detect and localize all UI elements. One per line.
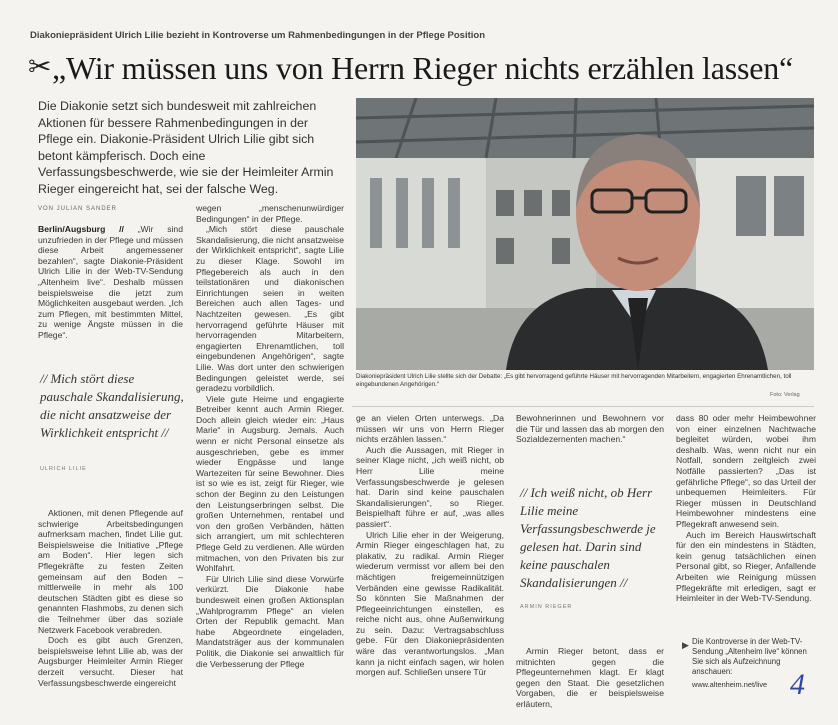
col1-p2: Aktionen, mit denen Pflegende auf schwierige Arbeitsbedingungen aufmerksam machen, findet Lilie gut. Beispielsweise die Initiative „Pflege am Boden“. Hier legen sich Pflegekräfte zu festen Zeiten gemeinsam auf den Boden – mittlerweile in mehr als 100 deutschen Städten gibt es diese so genannten Flashmobs, zu denen sich die Teilnehmer über das soziale Netzwerk Facebook verabreden. xyxy=(38,508,183,635)
col1-p1: „Wir sind unzufrieden in der Pflege und müssen diese Arbeit angemessener bezahlen“, sagte Diakonie-Präsident Ulrich Lilie in der Web-TV-Sendung „Altenheim live“. Deshalb müssen beispielsweise die jetzt zum Möglichkeiten ausgebaut werden. „Ich zum Pflegen, mit bestimmten Mittel, zu wenige Ängste müssen in die Pflege“. xyxy=(38,224,183,340)
portrait-photo xyxy=(356,98,814,370)
pull-quote-attribution: ULRICH LILIE xyxy=(40,466,87,472)
article-column-4-continued xyxy=(516,646,664,721)
col2-p1: wegen „menschenunwürdiger Bedingungen“ in der Pflege. xyxy=(196,203,344,224)
info-box-text: Die Kontroverse in der Web-TV-Sendung „Altenheim live“ können Sie sich als Aufzeichnung anschauen: xyxy=(692,637,807,676)
col4-p2: Armin Rieger betont, dass er mitnichten gegen die Pflegeunternehmen klagt. Er klagt gegen den Staat. Die gesetzlichen Vorgaben, die er beispielsweise erläutern, xyxy=(516,646,664,709)
col4-p1: Bewohnerinnen und Bewohnern vor die Tür und lassen das ab morgen den Sozialdezernenten machen.“ xyxy=(516,413,664,445)
tv-icon: ▶ xyxy=(682,640,689,650)
col2-p4: Für Ulrich Lilie sind diese Vorwürfe verkürzt. Die Diakonie habe bundesweit einen großen Aktionsplan „Wahlprogramm Pflege“ an vielen Orten der Republik gemacht. Man habe Abgeordnete eingeladen, Mandatsträger aus der kommunalen Politik, die Diakonie sei anwaltlich für die Verbesserung der Pflege xyxy=(196,573,344,669)
kicker: Diakoniepräsident Ulrich Lilie bezieht in Kontroverse um Rahmenbedingungen in der Pflege Position xyxy=(30,30,486,41)
photo-credit: Foto: Verlag xyxy=(770,392,800,398)
pull-quote-attribution-rieger: ARMIN RIEGER xyxy=(520,604,573,610)
dateline: Berlin/Augsburg // xyxy=(38,224,124,234)
col5-p2: Auch im Bereich Hauswirtschaft für den ein mindestens in Städten, kein genug tatsächlichen einen Personal gibt, so Rieger, Anfallende Arbeiten wie Reinigung müssen Pflegekräfte mit erledigen, sagt er Heimleiter in der Web-TV-Sendung. xyxy=(676,529,816,604)
col3-p2: Auch die Aussagen, mit Rieger in seiner Klage nicht, „ich weiß nicht, ob Herr Lilie meine Verfassungsbeschwerde je gelesen hat. Darin sind keine pauschalen Skandalisierungen“, so Rieger. Beispielhaft führe er auf, „was alles passiert“. xyxy=(356,444,504,529)
article-column-3 xyxy=(356,413,504,721)
col2-p2: „Mich stört diese pauschale Skandalisierung, die nicht ansatzweise der Wirklichkeit entspricht“, sagte Lilie zu dieser Klage. Sowohl im Pflegebereich als auch in den teilstationären und diakonischen Einrichtungen seien in weiten Bereichen auch allen Tages- und Nachtzeiten gewesen. „Es gibt hervorragend geführte Häuser mit hervorragenden Mitarbeitern, engagierten Ehrenamtlichen, toll eingebundenen Angehörigen“, sagte Lilie. Was dort unter den schwierigen Bedingungen geleistet werde, sei geradezu vorbildlich. xyxy=(196,224,344,394)
divider xyxy=(352,406,814,407)
col3-p3: Ulrich Lilie eher in der Weigerung, Armin Rieger eingeschlagen hat, zu plakativ, zu radikal. Armin Rieger wiederum vermisst vor allem bei den mächtigen freigemeinnützigen Verbänden eine gewisse Radikalität. So könnten Sie Maßnahmen der Pflegeeinrichtungen einstellen, es reiche nicht aus, ohne Außenwirkung zu sein. Dazu: Vertragsabschluss gebe. Für den Diakoniepräsidenten wäre das verantwortungslos. „Man kann ja nicht einfach sagen, wir holen morgen auf. Schließen unsere Tür xyxy=(356,529,504,678)
article-column-1 xyxy=(38,224,183,341)
article-column-4 xyxy=(516,413,664,445)
pull-quote-rieger: // Ich weiß nicht, ob Herr Lilie meine Verfassungsbeschwerde je gelesen hat. Darin sind keine pauschalen Skandalisierungen // xyxy=(520,485,656,590)
col2-p3: Viele gute Heime und engagierte Betreiber kennt auch Armin Rieger. Doch allein gleich wieder ein: „Haus Marie“ in Augsburg. Jemals. Auch wenn er nicht Personal einsetze als ausgeschrieben, gebe es immer wieder Engpässe und lange Wartezeiten für seine Bewohner. Dies ist so wie es ist, zeigt für Rieger, wie schon der Beginn zu den Leistungen den Leistungserbringen selbst. Die großen Unternehmen, rentabel und von den großen Verbänden, hätten sich arrangiert, um mit schlechteren Pflege Geld zu verdienen. Alle würden mitmachen, von den Privaten bis zur Wohlfahrt. xyxy=(196,393,344,574)
article-column-5 xyxy=(676,413,816,628)
info-box-url[interactable]: www.altenheim.net/live xyxy=(692,680,768,689)
article-column-1-continued xyxy=(38,508,183,720)
headline: „Wir müssen uns von Herrn Rieger nichts erzählen lassen“ xyxy=(52,50,794,86)
lead-paragraph: Die Diakonie setzt sich bundesweit mit zahlreichen Aktionen für bessere Rahmenbedingungen in der Pflege ein. Diakonie-Präsident Ulrich Lilie gibt sich betont kämpferisch. Doch eine Verfassungsbeschwerde, wie sie der Heimleiter Armin Rieger eingereicht hat, sei der falsche Weg. xyxy=(38,99,334,196)
scissors-icon: ✂ xyxy=(28,51,52,82)
photo-illustration xyxy=(356,98,814,370)
col5-p1: dass 80 oder mehr Heimbewohner von einer einzelnen Nachtwache begleitet würden, wobei ihm deshalb. Was, wenn nicht nur ein Notfall, sondern zeitgleich zwei Notfälle passierten? „Das ist gefährliche Pflege“, so das Urteil der unbequemen Heimleiters. Für Rieger müssen in Deutschland Heimbewohner mindestens eine Pflegekraft anwesend sein. xyxy=(676,413,816,529)
article-column-2 xyxy=(196,203,344,721)
pull-quote-lilie: // Mich stört diese pauschale Skandalisierung, die nicht ansatzweise der Wirklichkeit entspricht // xyxy=(40,371,184,440)
page-number: 4 xyxy=(790,668,805,701)
photo-caption: Diakoniepräsident Ulrich Lilie stellte sich der Debatte: „Es gibt hervorragend geführte Häuser mit hervorragenden Mitarbeitern, engagierten Ehrenamtlichen, toll eingebundenen Angehörigen.“ xyxy=(356,373,792,388)
col1-p3: Doch es gibt auch Grenzen, beispielsweise lehnt Lilie ab, was der Augsburger Heimleiter Armin Rieger derzeit versucht. Dieser hat Verfassungsbeschwerde eingereicht xyxy=(38,635,183,688)
byline: VON JULIAN SANDER xyxy=(38,206,118,212)
col3-p1: ge an vielen Orten unterwegs. „Da müssen wir uns von Herrn Rieger nichts erzählen lassen.“ xyxy=(356,413,504,445)
